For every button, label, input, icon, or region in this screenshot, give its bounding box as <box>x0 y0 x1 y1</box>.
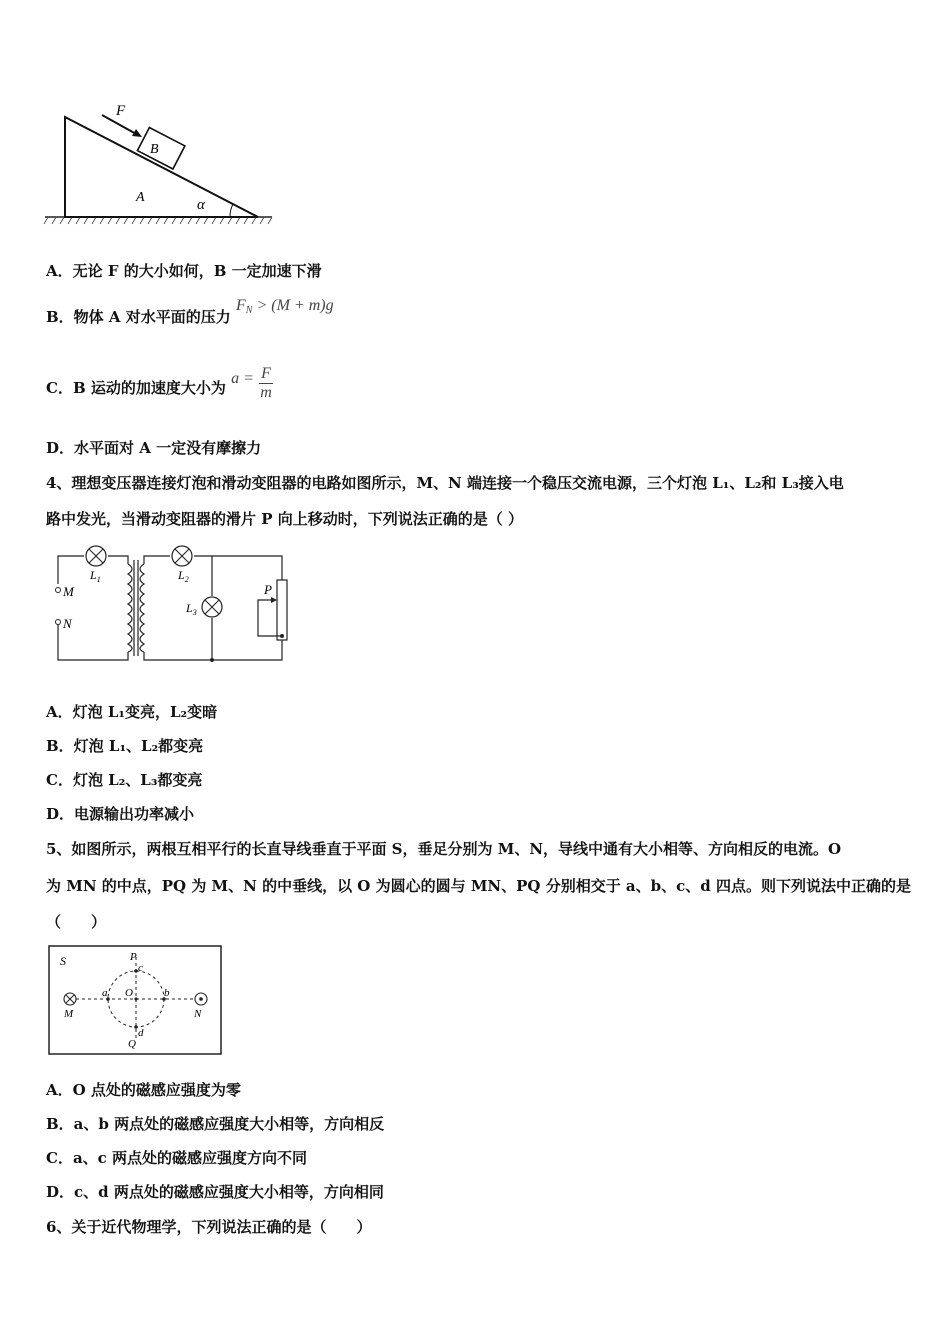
q5-stem-line2: 为 MN 的中点，PQ 为 M、N 的中垂线，以 O 为圆心的圆与 MN、PQ 分别相交于 a、b、c、d 四点。则下列说法中正确的是 <box>46 877 911 895</box>
label-P: P <box>264 582 272 597</box>
q5-option-a: A．O 点处的磁感应强度为零 <box>46 1081 241 1099</box>
q5-option-b: B．a、b 两点处的磁感应强度大小相等，方向相反 <box>46 1115 385 1133</box>
formula-fn: $F_N > (M + m)g$ <box>236 297 334 316</box>
label-O: O <box>125 987 133 999</box>
q3-option-a: A．无论 F 的大小如何，B 一定加速下滑 <box>46 262 322 280</box>
label-N: N <box>194 1008 202 1020</box>
q4-stem-line2: 路中发光，当滑动变阻器的滑片 P 向上移动时，下列说法正确的是（ ） <box>46 510 523 528</box>
label-S: S <box>60 954 66 968</box>
q6-stem-line1: 6、关于近代物理学，下列说法正确的是（ ） <box>46 1218 372 1236</box>
label-N: N <box>63 616 72 631</box>
q4-option-c: C．灯泡 L₂、L₃都变亮 <box>46 771 203 789</box>
q4-stem-line1: 4、理想变压器连接灯泡和滑动变阻器的电路如图所示，M、N 端连接一个稳压交流电源，三个灯泡 L₁、L₂和 L₃接入电 <box>46 474 844 492</box>
q4-option-b: B．灯泡 L₁、L₂都变亮 <box>46 737 204 755</box>
q3-option-b: B．物体 A 对水平面的压力 $F_N > (M + m)g$ <box>46 297 334 326</box>
label-b: b <box>164 987 170 999</box>
magnetic-field-figure <box>46 943 226 1058</box>
q4-option-a: A．灯泡 L₁变亮，L₂变暗 <box>46 703 218 721</box>
label-L2: $L_2$ <box>178 568 189 584</box>
q5-option-c: C．a、c 两点处的磁感应强度方向不同 <box>46 1149 308 1167</box>
transformer-circuit-figure <box>40 542 300 670</box>
q3-option-d: D．水平面对 A 一定没有摩擦力 <box>46 439 262 457</box>
label-F: F <box>116 103 126 119</box>
label-M: M <box>64 1008 74 1020</box>
q5-stem-line3: （ ） <box>46 913 107 931</box>
incline-figure <box>40 95 280 230</box>
label-B: B <box>150 142 159 157</box>
label-a: a <box>102 987 108 999</box>
label-A: A <box>136 190 145 205</box>
q5-option-d: D．c、d 两点处的磁感应强度大小相等，方向相同 <box>46 1183 384 1201</box>
label-L1: $L_1$ <box>90 568 101 584</box>
label-L3: $L_3$ <box>186 601 197 617</box>
label-M: M <box>63 584 74 599</box>
q5-stem-line1: 5、如图所示，两根互相平行的长直导线垂直于平面 S，垂足分别为 M、N，导线中通有大小相等、方向相反的电流。O <box>46 840 842 858</box>
formula-fraction: $\frac{F}{m}$ <box>260 364 272 401</box>
q4-option-d: D．电源输出功率减小 <box>46 805 195 823</box>
label-c: c <box>138 962 143 974</box>
q3-option-c: C．B 运动的加速度大小为 a = $\frac{F}{m}$ <box>46 364 272 401</box>
label-Q: Q <box>128 1038 136 1050</box>
label-alpha: α <box>197 197 205 213</box>
label-P: P <box>130 951 137 963</box>
label-d: d <box>138 1027 144 1039</box>
formula-a: a = <box>231 370 254 387</box>
